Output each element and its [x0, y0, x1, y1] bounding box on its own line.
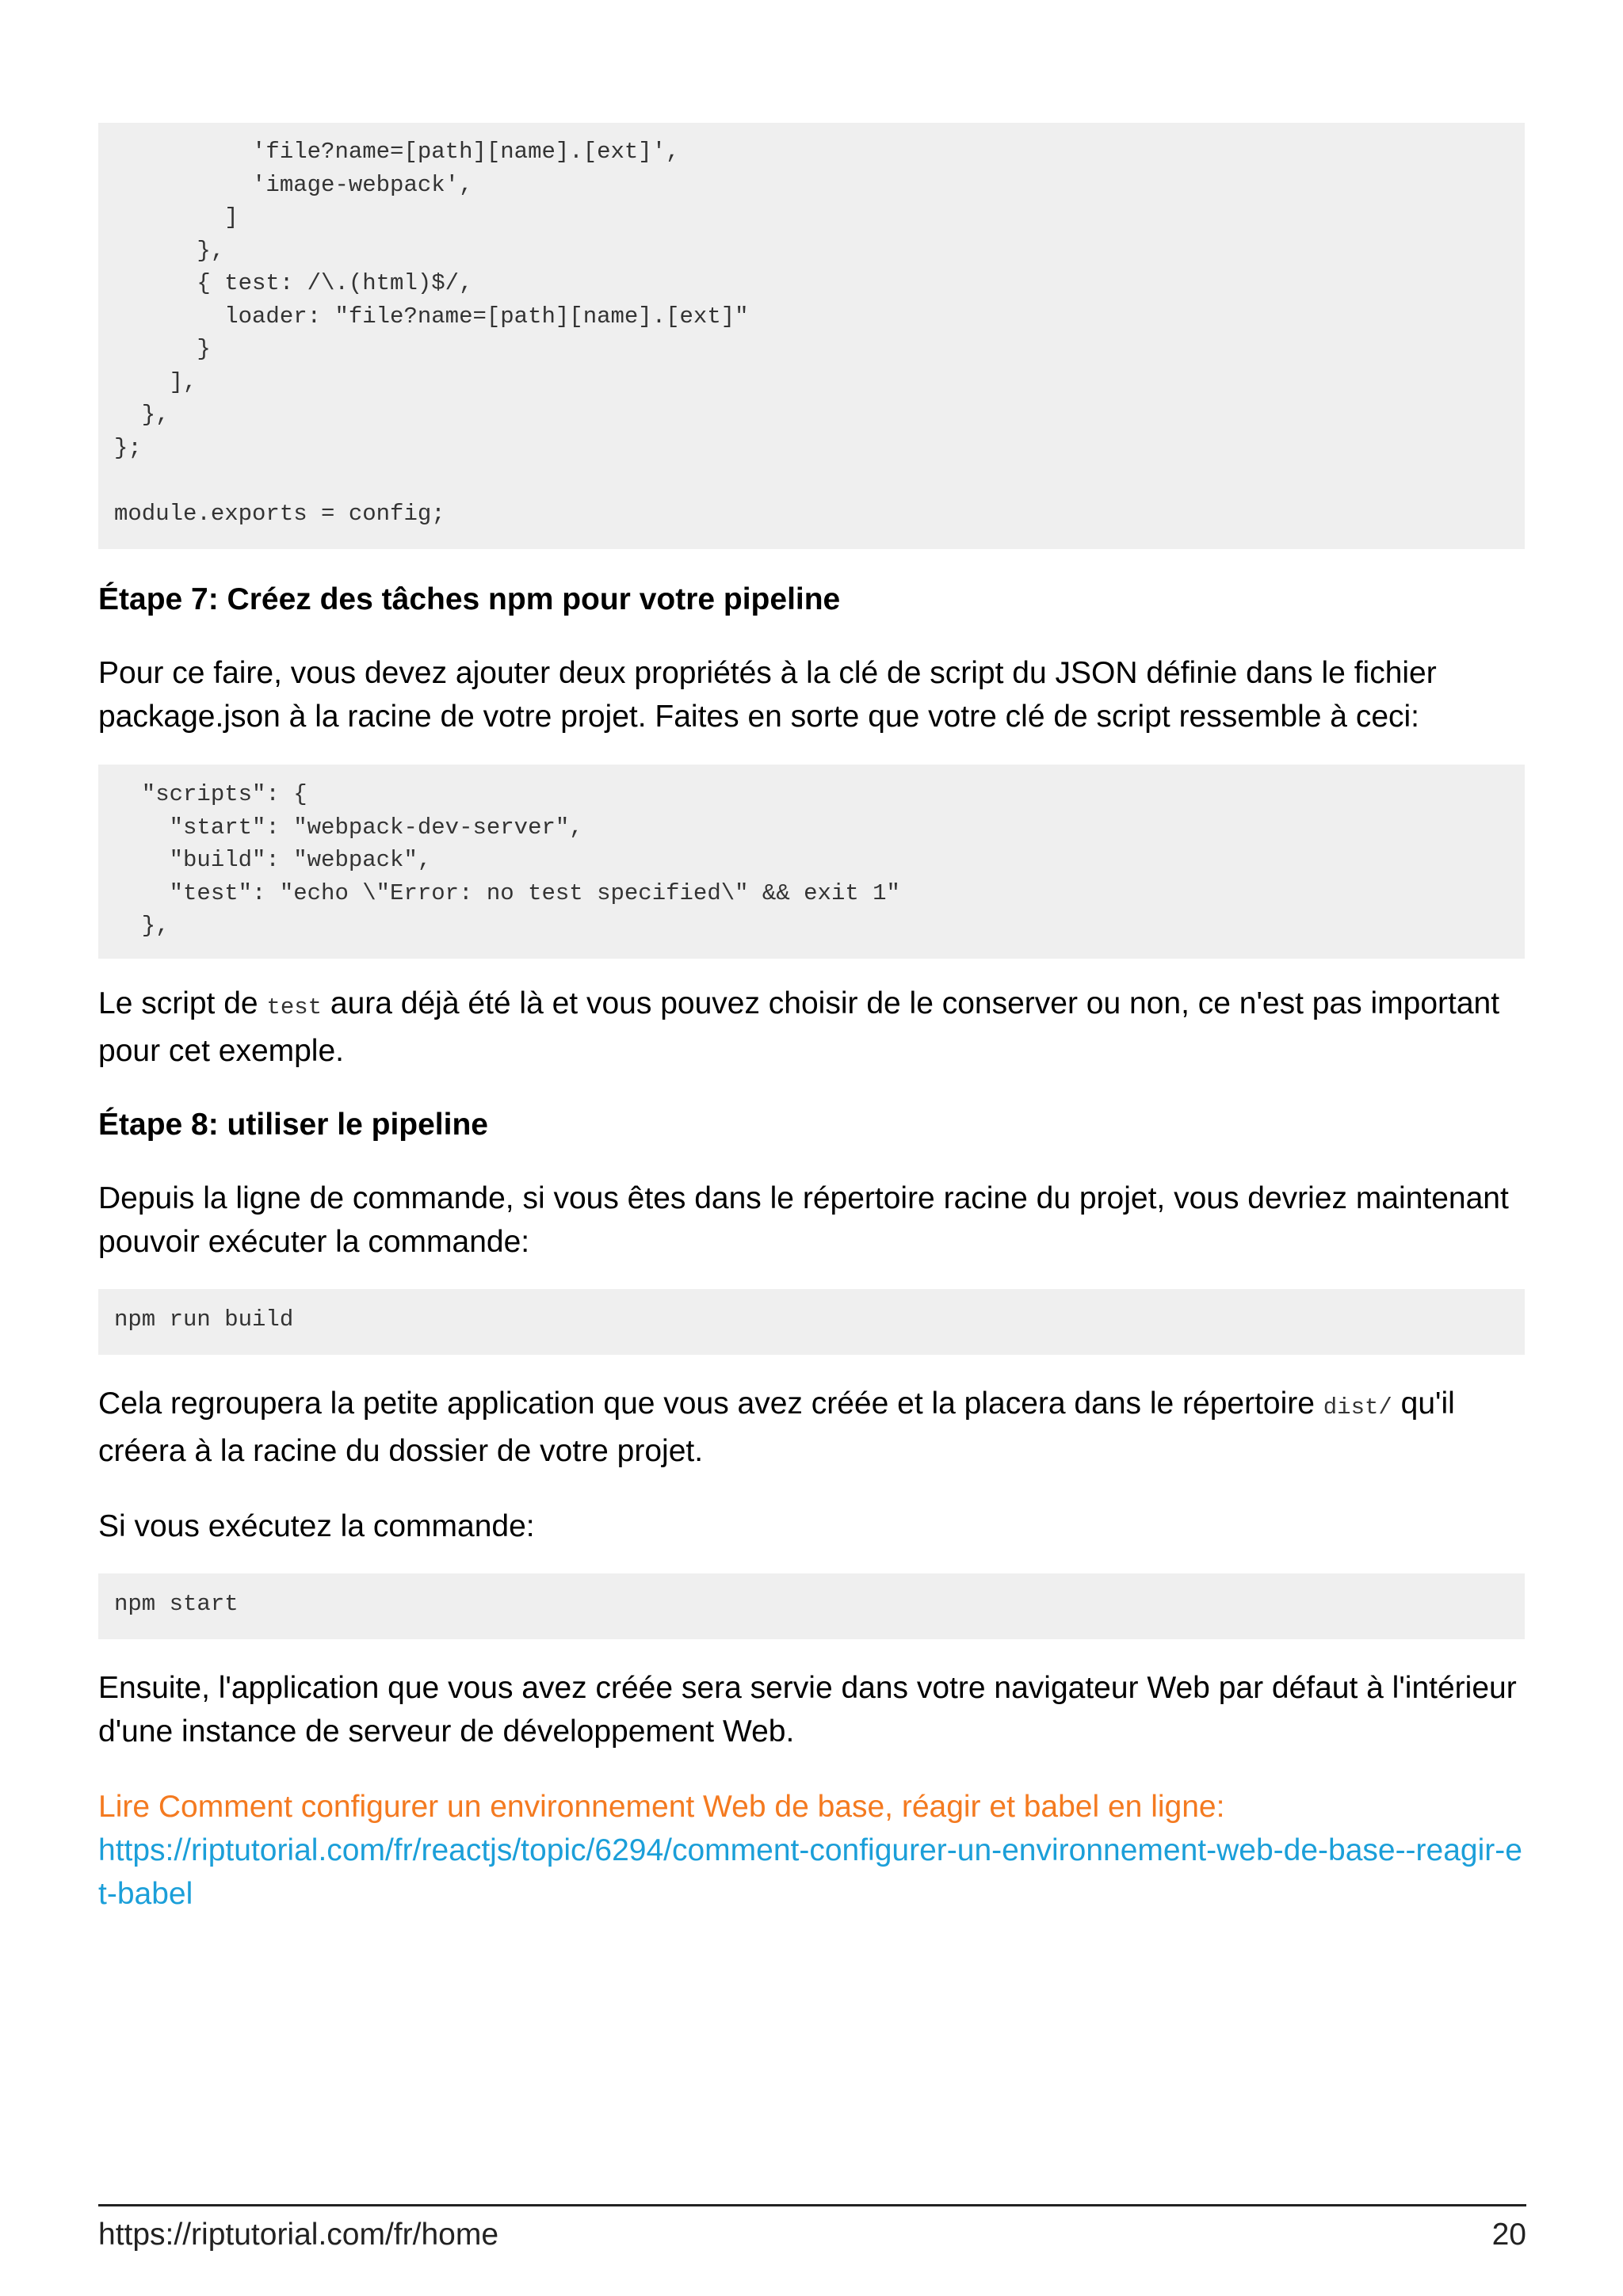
step-7-heading: Étape 7: Créez des tâches npm pour votre pipeline — [98, 582, 841, 616]
bundle-paragraph — [98, 1382, 1525, 1473]
footer-divider — [98, 2204, 1526, 2206]
footer-url: https://riptutorial.com/fr/home — [98, 2218, 499, 2252]
npm-run-build-code: npm run build — [98, 1289, 1525, 1355]
bundle-text-before: Cela regroupera la petite application que vous avez créée et la placera dans le répertoire — [98, 1386, 1323, 1421]
test-script-note — [98, 982, 1525, 1073]
step-8-paragraph: Depuis la ligne de commande, si vous êtes dans le répertoire racine du projet, vous devriez maintenant pouvoir exécuter la commande: — [98, 1181, 1509, 1259]
step-7-paragraph: Pour ce faire, vous devez ajouter deux propriétés à la clé de script du JSON définie dans le fichier package.json à la racine de votre projet. Faites en sorte que votre clé de script ressemble à ceci: — [98, 656, 1437, 734]
page-number: 20 — [1491, 2218, 1526, 2252]
read-more-label: Lire Comment configurer un environnement Web de base, réagir et babel en ligne: — [98, 1790, 1225, 1824]
served-paragraph: Ensuite, l'application que vous avez créée sera servie dans votre navigateur Web par défaut à l'intérieur d'une instance de serveur de développement Web. — [98, 1671, 1517, 1749]
step-8-heading: Étape 8: utiliser le pipeline — [98, 1108, 488, 1142]
test-note-text-before: Le script de — [98, 986, 267, 1020]
run-command-intro: Si vous exécutez la commande: — [98, 1509, 535, 1543]
scripts-code-block: "scripts": { "start": "webpack-dev-server", "build": "webpack", "test": "echo \"Error: no test specified\" && exit 1" }, — [98, 765, 1525, 959]
webpack-config-code-block: 'file?name=[path][name].[ext]', 'image-webpack', ] }, { test: /\.(html)$/, loader: "file?name=[path][name].[ext]" } ], }, }; module.exports = config; — [98, 123, 1525, 549]
dist-inline-code: dist/ — [1323, 1394, 1392, 1421]
read-more — [98, 1785, 1525, 1916]
test-inline-code: test — [266, 994, 323, 1020]
npm-start-code: npm start — [98, 1573, 1525, 1639]
test-note-text-after: aura déjà été là et vous pouvez choisir de le conserver ou non, ce n'est pas important pour cet exemple. — [98, 986, 1500, 1068]
read-more-link[interactable]: https://riptutorial.com/fr/reactjs/topic/6294/comment-configurer-un-environnement-web-de-base--reagir-et-babel — [98, 1833, 1522, 1911]
bundle-text-after: qu'il créera à la racine du dossier de votre projet. — [98, 1386, 1455, 1468]
document-page — [98, 123, 1525, 1916]
